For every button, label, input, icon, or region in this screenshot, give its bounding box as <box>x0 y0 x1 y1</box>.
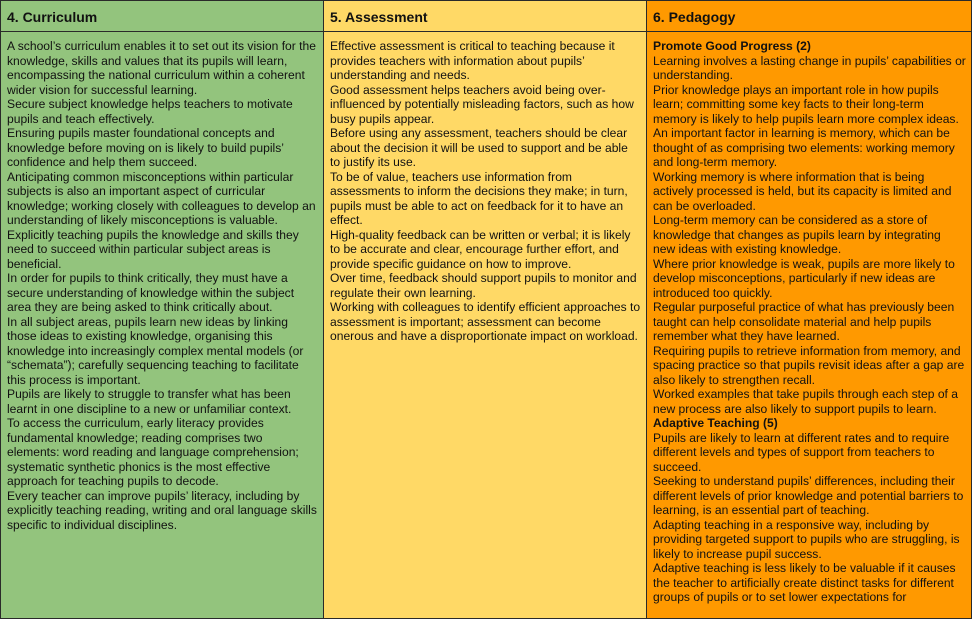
curriculum-header: 4. Curriculum <box>0 0 324 32</box>
pedagogy-cell <box>647 32 972 619</box>
curriculum-paragraph: Ensuring pupils master foundational concepts and knowledge before moving on is likely to build pupils’ confidence and help them succeed. <box>7 126 284 169</box>
pedagogy-paragraph: Pupils are likely to learn at different rates and to require different levels and types of support from teachers to succeed. <box>653 430 950 474</box>
curriculum-paragraph: In order for pupils to think critically, they must have a secure understanding of knowledge within the subject area they are being asked to think critically about. <box>7 271 295 314</box>
assessment-paragraph: Effective assessment is critical to teaching because it provides teachers with information about pupils’ understanding and needs. <box>330 39 615 82</box>
curriculum-paragraph: Every teacher can improve pupils’ literacy, including by explicitly teaching reading, writing and oral language skills specific to individual disciplines. <box>7 488 317 532</box>
curriculum-paragraph: Secure subject knowledge helps teachers to motivate pupils and teach effectively. <box>7 97 293 126</box>
pedagogy-paragraph: Seeking to understand pupils’ differences, including their different levels of prior knowledge and potential barriers to learning, is an essential part of teaching. <box>653 474 964 517</box>
pedagogy-paragraph: Where prior knowledge is weak, pupils are more likely to develop misconceptions, particularly if new ideas are introduced too quickly. <box>653 256 955 300</box>
pedagogy-paragraph: Worked examples that take pupils through each step of a new process are also likely to support pupils to learn. <box>653 387 958 416</box>
assessment-paragraph: To be of value, teachers use information from assessments to inform the decisions they make; in turn, pupils must be able to act on feedback for it to have an effect. <box>330 169 628 227</box>
curriculum-paragraph: In all subject areas, pupils learn new ideas by linking those ideas to existing knowledge, organising this knowledge into increasingly complex mental models (or “schemata”); carefully sequencing teaching to facilitate this process is important. <box>7 314 304 387</box>
curriculum-paragraph: Anticipating common misconceptions within particular subjects is also an important aspect of curricular knowledge; working closely with colleagues to develop an understanding of likely misconceptions is valuable. <box>7 169 316 227</box>
assessment-paragraph: Over time, feedback should support pupils to monitor and regulate their own learning. <box>330 271 637 300</box>
pedagogy-paragraph: Working memory is where information that is being actively processed is held, but its capacity is limited and can be overloaded. <box>653 169 952 213</box>
pedagogy-paragraph: Long-term memory can be considered as a store of knowledge that changes as pupils learn by integrating new ideas with existing knowledge. <box>653 213 941 256</box>
pedagogy-paragraph: An important factor in learning is memory, which can be thought of as comprising two elements: working memory and long-term memory. <box>653 126 955 169</box>
promote-good-progress-heading: Promote Good Progress (2) <box>653 39 811 53</box>
adaptive-teaching-heading: Adaptive Teaching (5) <box>653 416 778 430</box>
curriculum-paragraph: To access the curriculum, early literacy provides fundamental knowledge; reading comprises two elements: word reading and language comprehension; systematic synthetic phonics is the most effective approach for teaching pupils to decode. <box>7 416 299 488</box>
curriculum-paragraph: A school’s curriculum enables it to set out its vision for the knowledge, skills and values that its pupils will learn, encompassing the national curriculum within a coherent wider vision for successful learning. <box>7 39 316 97</box>
pedagogy-paragraph: Adaptive teaching is less likely to be valuable if it causes the teacher to artificially create distinct tasks for different groups of pupils or to set lower expectations for <box>653 561 956 604</box>
assessment-paragraph: Good assessment helps teachers avoid being over-influenced by potentially misleading factors, such as how busy pupils appear. <box>330 82 634 126</box>
pedagogy-paragraph: Prior knowledge plays an important role in how pupils learn; committing some key facts to their long-term memory is likely to help pupils learn more complex ideas. <box>653 82 959 126</box>
pedagogy-paragraph: Requiring pupils to retrieve information from memory, and spacing practice so that pupils revisit ideas after a gap are also likely to strengthen recall. <box>653 343 965 387</box>
assessment-paragraph: Working with colleagues to identify efficient approaches to assessment is important; assessment can become onerous and have a disproportionate impact on workload. <box>330 300 641 343</box>
pedagogy-paragraph: Adapting teaching in a responsive way, including by providing targeted support to pupils who are struggling, is likely to increase pupil success. <box>653 517 960 561</box>
assessment-cell <box>324 32 647 619</box>
pedagogy-paragraph: Learning involves a lasting change in pupils’ capabilities or understanding. <box>653 53 966 82</box>
pedagogy-header: 6. Pedagogy <box>647 0 972 32</box>
assessment-header: 5. Assessment <box>324 0 647 32</box>
pedagogy-paragraph: Regular purposeful practice of what has previously been taught can help consolidate material and help pupils remember what they have learned. <box>653 300 955 343</box>
curriculum-paragraph: Pupils are likely to struggle to transfer what has been learnt in one discipline to a new or unfamiliar context. <box>7 387 292 416</box>
curriculum-paragraph: Explicitly teaching pupils the knowledge and skills they need to succeed within particular subject areas is beneficial. <box>7 227 299 271</box>
assessment-paragraph: High-quality feedback can be written or verbal; it is likely to be accurate and clear, encourage further effort, and provide specific guidance on how to improve. <box>330 227 631 271</box>
curriculum-cell <box>0 32 324 619</box>
assessment-paragraph: Before using any assessment, teachers should be clear about the decision it will be used to support and be able to justify its use. <box>330 126 628 169</box>
